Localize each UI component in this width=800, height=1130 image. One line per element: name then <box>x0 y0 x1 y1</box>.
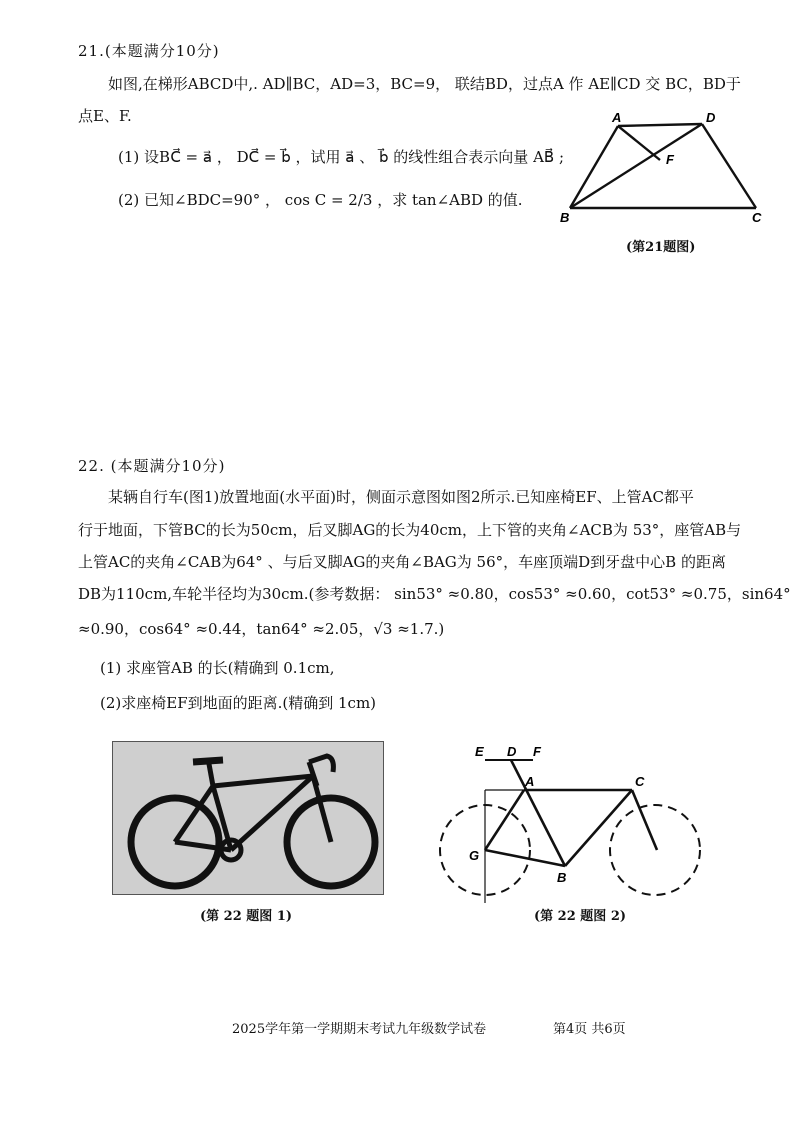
segment-ab <box>570 126 618 208</box>
fork <box>632 790 657 850</box>
segment-af <box>618 126 660 160</box>
diagram-label-f: F <box>533 744 541 759</box>
q22-part2: (2)求座椅EF到地面的距离.(精确到 1cm) <box>100 694 377 712</box>
q22-heading: 22. (本题满分10分) <box>78 457 226 475</box>
q22-line5: ≈0.90，cos64° ≈0.44，tan64° ≈2.05，√3 ≈1.7.) <box>78 620 445 638</box>
label-b: B <box>560 210 570 225</box>
segment-ad <box>618 124 702 126</box>
chain-stay-gb <box>485 850 565 866</box>
q21-part1: (1) 设BC⃗ = a⃗ ， DC⃗ = b⃗ ，试用 a⃗ 、 b⃗ 的线性组合表示向量 AB⃗ ; <box>118 148 565 166</box>
q21-trapezoid-figure <box>550 100 780 255</box>
bicycle-photo <box>112 741 384 895</box>
diagram-label-b: B <box>557 870 567 885</box>
seat-tube-db <box>511 760 565 866</box>
q22-line2: 行于地面，下管BC的长为50cm，后叉脚AG的长为40cm，上下管的夹角∠ACB为 53°，座管AB与 <box>78 521 742 539</box>
q21-line2: 点E、F. <box>78 107 132 125</box>
down-tube-bc <box>565 790 632 866</box>
q22-figure2-caption: (第 22 题图 2) <box>534 909 627 924</box>
label-c: C <box>752 210 762 225</box>
label-a: A <box>612 110 622 125</box>
diagram-label-d: D <box>507 744 517 759</box>
q21-part2: (2) 已知∠BDC=90° ， cos C = 2/3 ，求 tan∠ABD 的值. <box>118 191 523 209</box>
q22-line3: 上管AC的夹角∠CAB为64° 、与后叉脚AG的夹角∠BAG为 56°，车座顶端D到牙盘中心B 的距离 <box>78 553 726 571</box>
diagram-label-a: A <box>525 774 535 789</box>
footer-exam-title: 2025学年第一学期期末考试九年级数学试卷 <box>232 1022 487 1037</box>
label-f: F <box>666 152 674 167</box>
segment-dc <box>702 124 756 208</box>
diagram-label-c: C <box>635 774 645 789</box>
q22-part1: (1) 求座管AB 的长(精确到 0.1cm, <box>100 659 335 677</box>
diagram-label-e: E <box>475 744 484 759</box>
saddle <box>193 760 223 762</box>
diagram-front-wheel <box>610 805 700 895</box>
q21-line1: 如图,在梯形ABCD中,. AD∥BC，AD=3，BC=9， 联结BD，过点A 作 AE∥CD 交 BC，BD于 <box>108 75 741 93</box>
seat-stay-ag <box>485 790 524 850</box>
q22-figure1-caption: (第 22 题图 1) <box>200 909 293 924</box>
diagram-label-g: G <box>469 848 480 863</box>
q21-heading: 21.(本题满分10分) <box>78 42 220 60</box>
q22-line4: DB为110cm,车轮半径均为30cm.(参考数据： sin53° ≈0.80，cos53° ≈0.60，cot53° ≈0.75，sin64° <box>78 585 791 603</box>
footer-page-number: 第4页 共6页 <box>553 1022 626 1037</box>
bicycle-silhouette <box>113 742 383 894</box>
q21-figure-caption: (第21题图) <box>626 240 696 255</box>
q22-line1: 某辆自行车(图1)放置地面(水平面)时，侧面示意图如图2所示.已知座椅EF、上管AC都平 <box>108 488 694 506</box>
q22-bicycle-diagram <box>425 738 720 908</box>
segment-bd <box>570 124 702 208</box>
label-d: D <box>706 110 716 125</box>
